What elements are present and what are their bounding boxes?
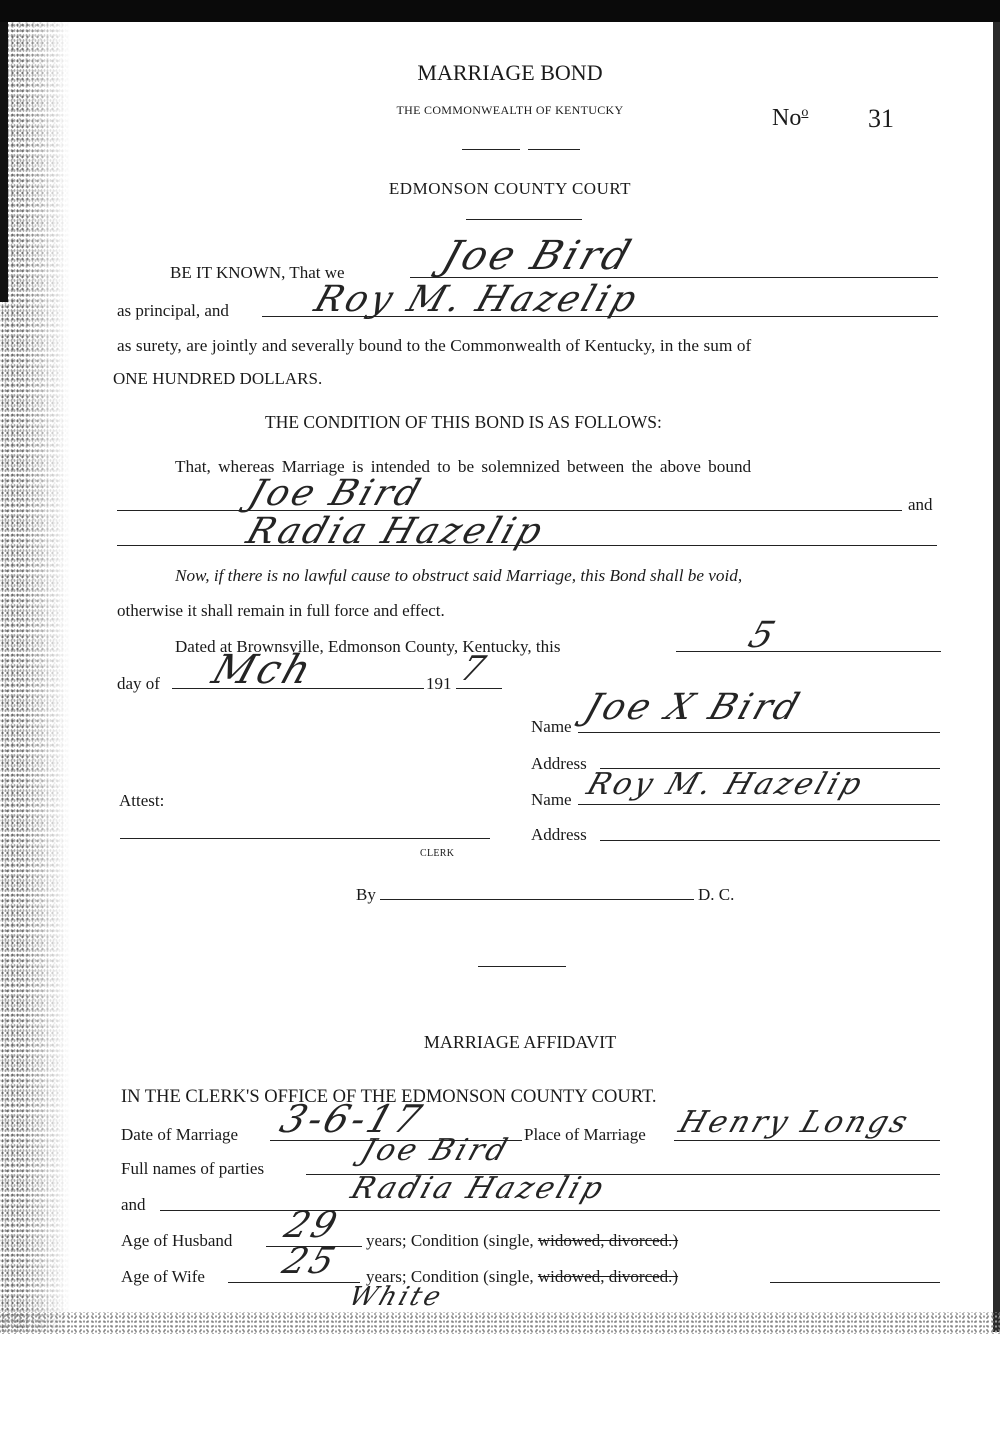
age-husband-label: Age of Husband <box>121 1231 233 1250</box>
place-of-marriage-line <box>674 1140 940 1141</box>
divider-affidavit <box>478 966 566 967</box>
handwritten-groom: Joe Bird <box>243 473 428 514</box>
date-of-marriage-label: Date of Marriage <box>121 1125 239 1144</box>
dated-text: Dated at Brownsville, Edmonson County, Kentucky, this <box>175 637 561 656</box>
handwritten-place: Henry Longs <box>674 1105 915 1140</box>
name-label-1: Name <box>531 717 572 736</box>
handwritten-age-wife: 25 <box>277 1241 343 1282</box>
husband-condition-text <box>366 1232 678 1249</box>
dc-label: D. C. <box>698 885 735 904</box>
and-label-affidavit: and <box>121 1195 146 1214</box>
affidavit-office-line: IN THE CLERK'S OFFICE OF THE EDMONSON COUNTY COURT. <box>121 1087 657 1107</box>
scan-left-dark-edge <box>0 22 8 302</box>
handwritten-surety: Roy M. Hazelip <box>309 279 645 320</box>
condition-heading: THE CONDITION OF THIS BOND IS AS FOLLOWS: <box>265 412 662 432</box>
sig-name-line-1 <box>578 732 940 733</box>
handwritten-day: 5 <box>743 615 783 656</box>
wife-condition-struck: widowed, divorced.) <box>537 1267 679 1286</box>
wife-condition-line <box>770 1282 940 1283</box>
handwritten-signature-2: Roy M. Hazelip <box>582 767 869 802</box>
bond-title: MARRIAGE BOND <box>417 60 603 85</box>
age-wife-line <box>228 1282 360 1283</box>
surety-text: as surety, are jointly and severally bound to the Commonwealth of Kentucky, in the sum of <box>117 336 752 355</box>
by-label: By <box>356 885 376 904</box>
otherwise-text: otherwise it shall remain in full force and effect. <box>117 601 445 620</box>
handwritten-color: White <box>345 1282 448 1312</box>
affidavit-title: MARRIAGE AFFIDAVIT <box>423 1032 617 1052</box>
be-it-known-text: BE IT KNOWN, That we <box>170 263 345 282</box>
wife-condition-prefix: years; Condition (single, <box>366 1267 534 1286</box>
divider-court <box>466 219 582 220</box>
scan-top-border <box>0 0 1000 22</box>
day-line <box>676 651 941 652</box>
handwritten-month: Mch <box>206 647 320 693</box>
address-label-1: Address <box>531 754 587 773</box>
handwritten-bride: Radia Hazelip <box>241 511 550 552</box>
full-name-line-2 <box>160 1210 940 1211</box>
day-of-label: day of <box>117 674 160 693</box>
place-of-marriage-label: Place of Marriage <box>524 1125 646 1144</box>
by-line <box>380 899 694 900</box>
clerk-label: CLERK <box>420 848 455 859</box>
principal-label: as principal, and <box>117 301 229 320</box>
scan-bottom-edge-noise <box>0 1312 1000 1334</box>
husband-condition-prefix: years; Condition (single, <box>366 1231 534 1250</box>
husband-condition-struck: widowed, divorced.) <box>537 1231 679 1250</box>
handwritten-signature-1: Joe X Bird <box>579 687 807 728</box>
age-wife-label: Age of Wife <box>121 1267 205 1286</box>
sum-text: ONE HUNDRED DOLLARS. <box>113 369 323 388</box>
whereas-text: That, whereas Marriage is intended to be solemnized between the above bound <box>175 457 752 476</box>
handwritten-age-husband: 29 <box>279 1205 345 1246</box>
now-text: Now, if there is no lawful cause to obstruct said Marriage, this Bond shall be void, <box>175 566 743 585</box>
divider-header-2 <box>528 149 580 150</box>
bond-subtitle: THE COMMONWEALTH OF KENTUCKY <box>396 103 624 117</box>
handwritten-principal: Joe Bird <box>436 233 639 279</box>
sig-name-line-2 <box>578 804 940 805</box>
full-names-label: Full names of parties <box>121 1159 265 1178</box>
bond-number: 31 <box>868 104 894 133</box>
handwritten-full-name-1: Joe Bird <box>356 1133 515 1168</box>
divider-header <box>462 149 520 150</box>
year-prefix: 191 <box>426 674 452 693</box>
attest-line <box>120 838 490 839</box>
scan-left-edge-noise <box>0 22 70 1332</box>
handwritten-marriage-date: 3-6-17 <box>274 1097 430 1141</box>
number-label-text: No <box>772 105 802 131</box>
handwritten-full-name-2: Radia Hazelip <box>346 1171 611 1206</box>
and-label: and <box>908 495 933 514</box>
scan-right-edge <box>993 22 1000 1332</box>
handwritten-year-digit: 7 <box>455 649 494 689</box>
attest-label: Attest: <box>119 791 165 810</box>
court-name: EDMONSON COUNTY COURT <box>388 179 632 198</box>
address-line-2 <box>600 840 940 841</box>
address-label-2: Address <box>531 825 587 844</box>
name-label-2: Name <box>531 790 572 809</box>
number-label: No$^o$ <box>772 105 809 131</box>
